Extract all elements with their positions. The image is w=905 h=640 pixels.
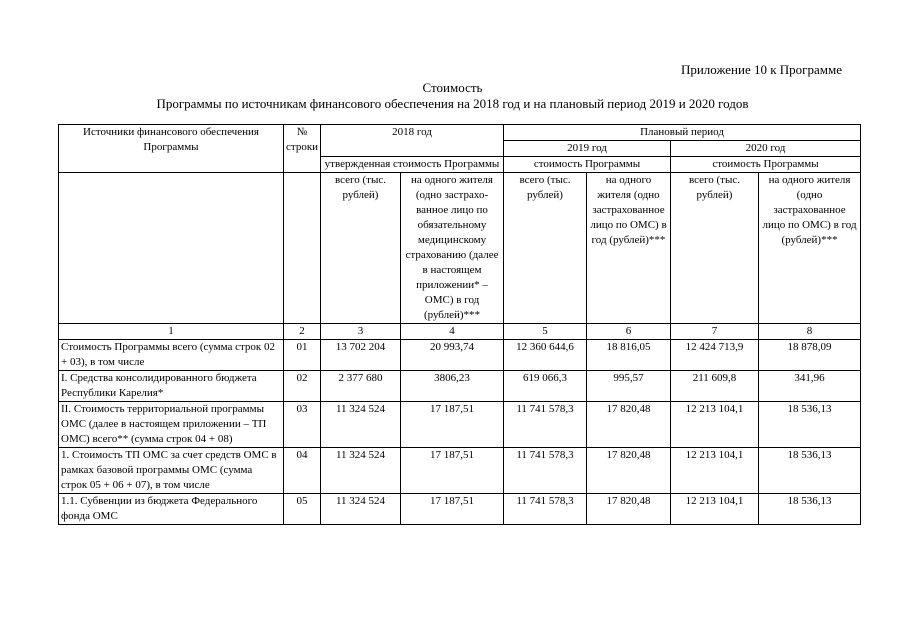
row-2019-per-person: 995,57 (587, 371, 671, 402)
cost-table (58, 124, 861, 525)
header-source: Источники финансового обеспечения Программы (59, 125, 284, 173)
row-2018-total: 2 377 680 (321, 371, 401, 402)
column-number: 5 (504, 324, 587, 340)
column-number: 1 (59, 324, 284, 340)
table-row (59, 340, 861, 371)
table-row (59, 494, 861, 525)
row-2020-total: 12 213 104,1 (671, 448, 759, 494)
row-2019-total: 11 741 578,3 (504, 448, 587, 494)
row-2018-total: 11 324 524 (321, 402, 401, 448)
row-2020-per-person: 18 878,09 (759, 340, 861, 371)
row-2019-per-person: 18 816,05 (587, 340, 671, 371)
row-2020-per-person: 18 536,13 (759, 448, 861, 494)
row-number: 01 (284, 340, 321, 371)
row-2018-per-person: 17 187,51 (401, 402, 504, 448)
column-number: 3 (321, 324, 401, 340)
header-per-person-2019: на одного жителя (одно застрахованное лицо по ОМС) в год (рублей)*** (587, 173, 671, 324)
row-2020-per-person: 18 536,13 (759, 494, 861, 525)
header-blank-source (59, 173, 284, 324)
table-row (59, 448, 861, 494)
header-per-person-2018: на одного жителя (одно застрахо-ванное лицо по обязательному медицинскому страхованию (далее в настоящем приложении* – ОМС) в год (рублей)*** (401, 173, 504, 324)
row-2020-total: 211 609,8 (671, 371, 759, 402)
column-number: 8 (759, 324, 861, 340)
header-approved-cost: утвержденная стоимость Программы (321, 157, 504, 173)
row-2019-total: 11 741 578,3 (504, 494, 587, 525)
row-2020-per-person: 341,96 (759, 371, 861, 402)
header-year-2019: 2019 год (504, 141, 671, 157)
header-cost-2020: стоимость Программы (671, 157, 861, 173)
row-2018-per-person: 20 993,74 (401, 340, 504, 371)
row-2019-per-person: 17 820,48 (587, 448, 671, 494)
header-total-2020: всего (тыс. рублей) (671, 173, 759, 324)
document-subtitle: Программы по источникам финансового обеспечения на 2018 год и на плановый период 2019 и 2020 годов (156, 96, 749, 111)
column-number: 6 (587, 324, 671, 340)
header-total-2019: всего (тыс. рублей) (504, 173, 587, 324)
header-row-4 (59, 173, 861, 324)
appendix-label: Приложение 10 к Программе (680, 62, 842, 77)
row-source: Стоимость Программы всего (сумма строк 02 + 03), в том числе (59, 340, 284, 371)
row-2020-total: 12 213 104,1 (671, 494, 759, 525)
header-year-2020: 2020 год (671, 141, 861, 157)
row-2019-total: 12 360 644,6 (504, 340, 587, 371)
row-2020-total: 12 213 104,1 (671, 402, 759, 448)
row-2020-total: 12 424 713,9 (671, 340, 759, 371)
column-number: 7 (671, 324, 759, 340)
row-2018-total: 11 324 524 (321, 494, 401, 525)
row-2020-per-person: 18 536,13 (759, 402, 861, 448)
row-2019-total: 619 066,3 (504, 371, 587, 402)
table-row (59, 371, 861, 402)
header-planned-period: Плановый период (504, 125, 861, 141)
header-rownum: № строки (284, 125, 321, 173)
column-number: 2 (284, 324, 321, 340)
header-row-1 (59, 125, 861, 141)
column-number-row (59, 324, 861, 340)
document-title: Стоимость (422, 80, 483, 95)
row-2018-per-person: 3806,23 (401, 371, 504, 402)
row-2018-total: 11 324 524 (321, 448, 401, 494)
row-2019-per-person: 17 820,48 (587, 494, 671, 525)
row-source: I. Средства консолидированного бюджета Республики Карелия* (59, 371, 284, 402)
row-source: 1.1. Субвенции из бюджета Федерального фонда ОМС (59, 494, 284, 525)
row-number: 02 (284, 371, 321, 402)
row-number: 04 (284, 448, 321, 494)
row-number: 03 (284, 402, 321, 448)
row-source: II. Стоимость территориальной программы ОМС (далее в настоящем приложении – ТП ОМС) всего** (сумма строк 04 + 08) (59, 402, 284, 448)
row-2018-per-person: 17 187,51 (401, 494, 504, 525)
header-cost-2019: стоимость Программы (504, 157, 671, 173)
header-total-2018: всего (тыс. рублей) (321, 173, 401, 324)
row-2019-per-person: 17 820,48 (587, 402, 671, 448)
table-row (59, 402, 861, 448)
row-source: 1. Стоимость ТП ОМС за счет средств ОМС в рамках базовой программы ОМС (сумма строк 05 + 06 + 07), в том числе (59, 448, 284, 494)
header-per-person-2020: на одного жителя (одно застрахованное лицо по ОМС) в год (рублей)*** (759, 173, 861, 324)
row-2018-total: 13 702 204 (321, 340, 401, 371)
header-blank-rownum (284, 173, 321, 324)
row-2018-per-person: 17 187,51 (401, 448, 504, 494)
row-2019-total: 11 741 578,3 (504, 402, 587, 448)
header-year-2018: 2018 год (321, 125, 504, 157)
row-number: 05 (284, 494, 321, 525)
column-number: 4 (401, 324, 504, 340)
